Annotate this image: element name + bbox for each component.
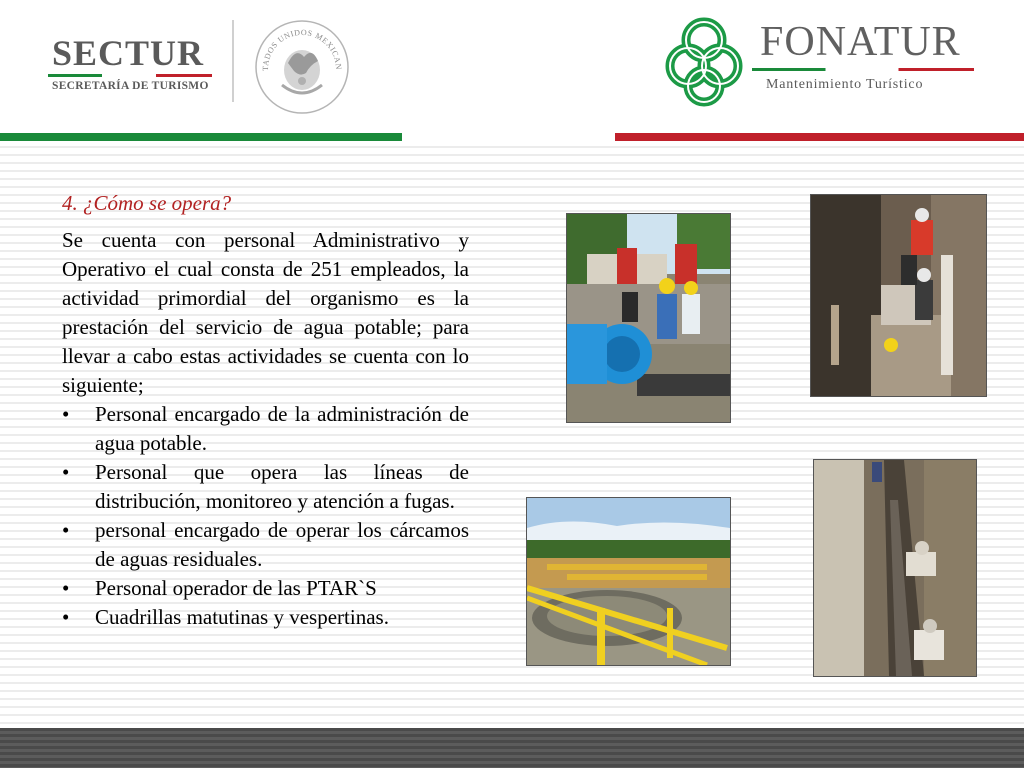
list-item	[62, 574, 469, 603]
fonatur-name: FONATUR	[760, 19, 961, 65]
bullet-icon: •	[62, 605, 70, 629]
bullet-list	[62, 400, 469, 632]
red-band	[615, 133, 1024, 141]
list-item-text: Personal encargado de la administración de agua potable.	[95, 402, 469, 455]
sectur-name: SECTUR	[52, 33, 205, 73]
bullet-icon: •	[62, 576, 70, 600]
sectur-logo	[44, 30, 214, 100]
bullet-icon: •	[62, 402, 70, 426]
bullet-icon: •	[62, 518, 70, 542]
fonatur-tricolor-rule	[752, 68, 974, 71]
seal-ring-text: TADOS UNIDOS MEXICAN	[260, 27, 344, 72]
sectur-tricolor-rule	[48, 74, 212, 77]
green-band	[0, 133, 402, 141]
intro-paragraph: Se cuenta con personal Administrativo y Operativo el cual consta de 251 empleados, la actividad primordial del organismo es la prestación del servicio de agua potable; para llevar a cabo estas actividades se cuenta con lo siguiente;	[62, 228, 469, 397]
footer-bar	[0, 728, 1024, 768]
photo-treatment-plant	[526, 497, 731, 666]
photo-pipe-valve-workers	[566, 213, 731, 423]
list-item	[62, 603, 469, 632]
logo-divider	[232, 20, 234, 102]
national-seal-icon	[252, 15, 352, 115]
fonatur-knot-icon	[662, 14, 746, 108]
list-item-text: Personal operador de las PTAR`S	[95, 576, 377, 600]
text-content	[62, 190, 469, 632]
section-heading: 4. ¿Cómo se opera?	[62, 191, 232, 215]
list-item	[62, 400, 469, 458]
list-item	[62, 458, 469, 516]
photo-excavation-workers	[810, 194, 987, 397]
list-item-text: Cuadrillas matutinas y vespertinas.	[95, 605, 389, 629]
photo-trench-pipeline	[813, 459, 977, 677]
bullet-icon: •	[62, 460, 70, 484]
list-item-text: personal encargado de operar los cárcamos de aguas residuales.	[95, 518, 469, 571]
list-item	[62, 516, 469, 574]
sectur-subtitle: SECRETARÍA DE TURISMO	[52, 80, 209, 92]
list-item-text: Personal que opera las líneas de distribución, monitoreo y atención a fugas.	[95, 460, 469, 513]
fonatur-subtitle: Mantenimiento Turístico	[766, 77, 924, 92]
